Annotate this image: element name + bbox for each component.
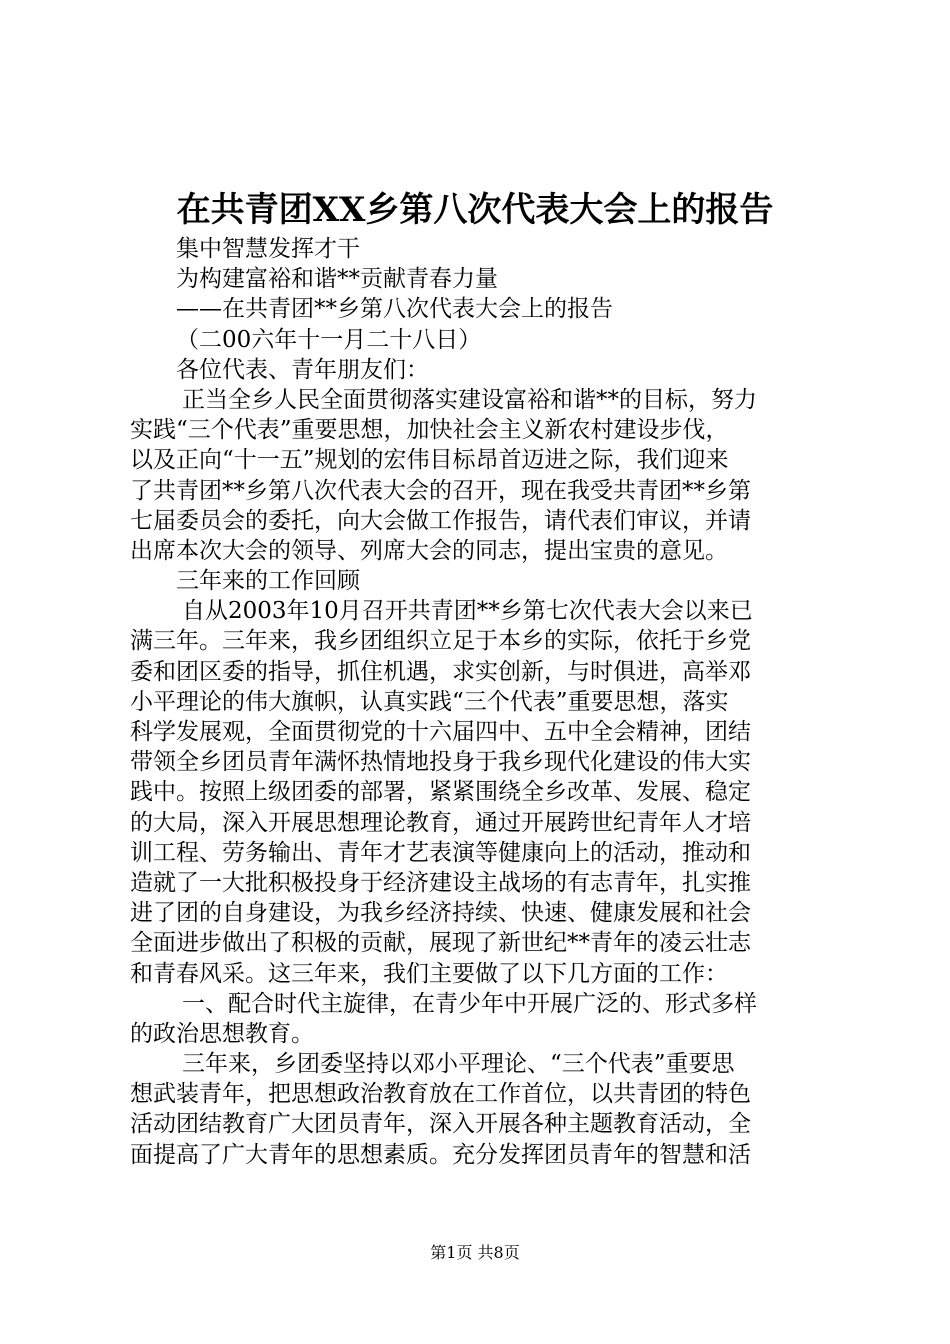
paragraph-line: 一、配合时代主旋律，在青少年中开展广泛的、形式多样 [182, 990, 757, 1017]
paragraph-line: 的政治思想教育。 [130, 1020, 314, 1047]
paragraph-line: 造就了一大批积极投身于经济建设主战场的有志青年，扎实推 [130, 869, 751, 896]
paragraph-line: 全面进步做出了积极的贡献，展现了新世纪**青年的凌云壮志 [130, 930, 751, 957]
salutation: 各位代表、青年朋友们： [176, 356, 429, 383]
heading-line: （二00六年十一月二十八日） [176, 326, 482, 353]
heading-line: 为构建富裕和谐**贡献青春力量 [176, 266, 498, 293]
paragraph-line: 训工程、劳务输出、青年才艺表演等健康向上的活动，推动和 [130, 839, 751, 866]
paragraph-line: 七届委员会的委托，向大会做工作报告，请代表们审议，并请 [130, 507, 751, 534]
paragraph-line: 的大局，深入开展思想理论教育，通过开展跨世纪青年人才培 [130, 809, 751, 836]
paragraph-line: 带领全乡团员青年满怀热情地投身于我乡现代化建设的伟大实 [130, 749, 751, 776]
paragraph-line: 想武装青年，把思想政治教育放在工作首位，以共青团的特色 [130, 1081, 751, 1108]
paragraph-line: 和青春风采。这三年来，我们主要做了以下几方面的工作： [130, 960, 728, 987]
paragraph-line: 满三年。三年来，我乡团组织立足于本乡的实际，依托于乡党 [130, 628, 751, 655]
paragraph-line: 三年来，乡团委坚持以邓小平理论、“三个代表”重要思 [182, 1051, 735, 1078]
paragraph-line: 正当全乡人民全面贯彻落实建设富裕和谐**的目标，努力 [182, 386, 757, 413]
document-title: 在共青团XX乡第八次代表大会上的报告 [176, 190, 774, 230]
paragraph-line: 出席本次大会的领导、列席大会的同志，提出宝贵的意见。 [130, 537, 728, 564]
paragraph-line: 践中。按照上级团委的部署，紧紧围绕全乡改革、发展、稳定 [130, 779, 751, 806]
paragraph-line: 科学发展观，全面贯彻党的十六届四中、五中全会精神，团结 [130, 719, 751, 745]
paragraph-line: 自从2003年10月召开共青团**乡第七次代表大会以来已 [182, 598, 753, 625]
paragraph-line: 活动团结教育广大团员青年，深入开展各种主题教育活动，全 [130, 1111, 751, 1138]
page-footer: 第1页 共8页 [430, 1243, 520, 1262]
document-body [130, 234, 830, 1170]
section-heading: 三年来的工作回顾 [176, 568, 360, 595]
paragraph-line: 小平理论的伟大旗帜，认真实践“三个代表”重要思想，落实 [130, 688, 729, 715]
paragraph-line: 面提高了广大青年的思想素质。充分发挥团员青年的智慧和活 [130, 1141, 751, 1168]
paragraph-line: 委和团区委的指导，抓住机遇，求实创新，与时俱进，高举邓 [130, 658, 751, 685]
heading-line: ——在共青团**乡第八次代表大会上的报告 [176, 296, 613, 323]
paragraph-line: 了共青团**乡第八次代表大会的召开，现在我受共青团**乡第 [130, 477, 751, 504]
heading-line: 集中智慧发挥才干 [176, 236, 360, 262]
paragraph-line: 以及正向“十一五”规划的宏伟目标昂首迈进之际，我们迎来 [130, 447, 729, 474]
paragraph-line: 进了团的自身建设，为我乡经济持续、快速、健康发展和社会 [130, 900, 751, 927]
paragraph-line: 实践“三个代表”重要思想，加快社会主义新农村建设步伐， [130, 417, 729, 444]
